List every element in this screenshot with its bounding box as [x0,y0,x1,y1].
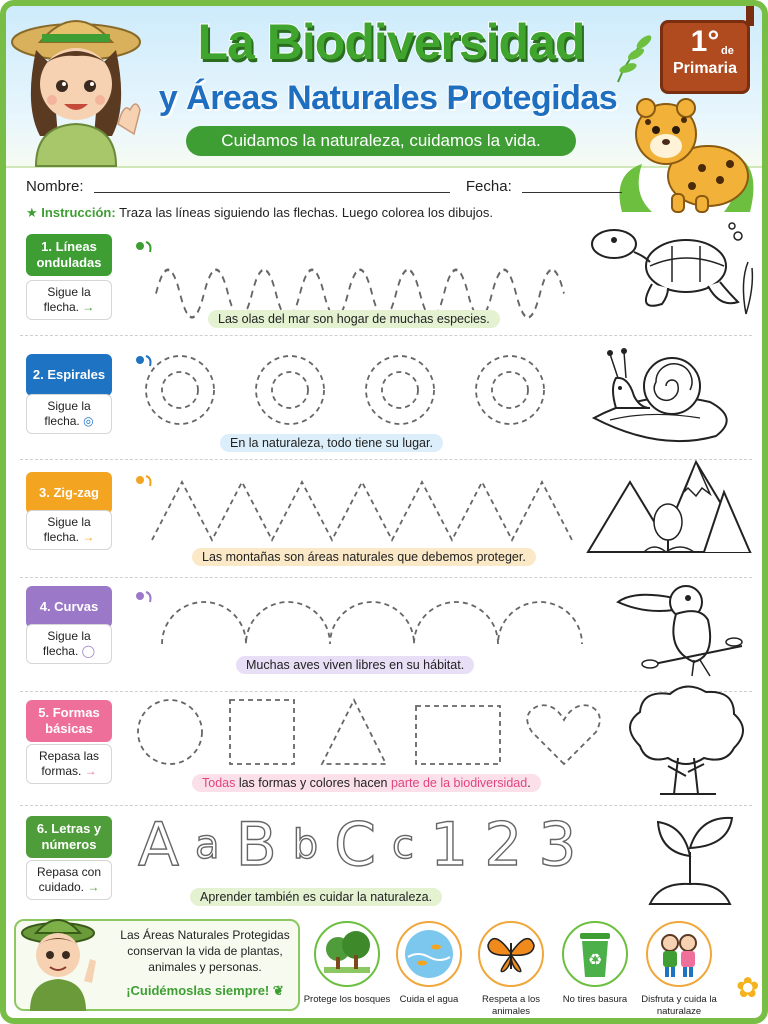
section-divider [20,459,752,460]
section-letters [20,812,752,914]
trace-number: 2 [484,810,523,880]
shape-trace-outlines[interactable] [136,698,606,778]
section-tag: 4. Curvas [26,586,112,628]
snail-icon [590,348,740,448]
trace-number: 1 [430,810,469,880]
section-hint: Repasa las formas. → [26,744,112,784]
section-caption: Las montañas son áreas naturales que debemos proteger. [192,548,536,566]
letter-trace-row[interactable] [138,810,638,880]
spiral-icon: ◎ [83,414,94,428]
section-caption: En la naturaleza, todo tiene su lugar. [220,434,443,452]
trace-number: 3 [538,810,577,880]
grade-de: de [721,45,734,57]
subtitle-banner: Cuidamos la naturaleza, cuidamos la vida. [186,126,576,156]
trace-letter: b [292,822,319,868]
circle-icon: ◯ [81,644,96,658]
footer-message-box [14,919,300,1011]
svg-text:♻: ♻ [587,950,603,969]
section-tag: 2. Espirales [26,354,112,396]
date-field[interactable] [522,176,622,193]
footer-cta: ¡Cuidémoslas siempre! ❦ [126,983,284,998]
wavy-trace-lines[interactable] [136,236,576,316]
flower-icon: ✿ [736,971,760,1004]
forest-icon [314,921,380,987]
trace-letter: A [138,810,180,880]
mountains-icon [584,462,754,556]
section-tag: 3. Zig-zag [26,472,112,514]
header-banner [6,6,762,168]
instruction-label: Instrucción: [41,205,116,220]
butterfly-icon [478,921,544,987]
section-caption: Muchas aves viven libres en su hábitat. [236,656,474,674]
footer-text: Las Áreas Naturales Protegidas conservan la vida de plantas, animales y personas. [120,928,290,974]
section-tag: 5. Formas básicas [26,700,112,742]
spiral-trace-shapes[interactable] [136,350,576,430]
instruction [26,205,493,221]
section-divider [20,335,752,336]
toucan-icon [614,576,744,676]
section-zigzag [20,466,752,578]
trace-letter: c [392,822,415,868]
arrow-right-icon: → [82,530,95,544]
tree-icon [620,686,750,796]
section-caption: Todas las formas y colores hacen parte de la biodiversidad. [192,774,541,792]
icon-label: Protege los bosques [303,994,391,1005]
grade-sign [660,20,750,94]
section-hint: Sigue la flecha. ◯ [26,624,112,664]
icon-label: Disfruta y cuida la naturalaze [641,994,717,1017]
section-curves [20,582,752,692]
section-divider [20,805,752,806]
name-date-row [26,176,622,195]
jaguar-illustration [612,84,762,214]
leaves-decoration-icon [614,26,654,86]
name-field[interactable] [94,176,450,193]
section-tag: 1. Líneas onduladas [26,234,112,276]
star-icon: ★ [26,205,38,220]
arrow-right-icon: → [82,300,95,314]
sprout-icon [640,812,740,908]
children-icon [646,921,712,987]
turtle-icon [588,222,758,318]
arrow-right-icon: → [84,764,97,778]
date-label: Fecha: [465,178,512,195]
section-caption: Las olas del mar son hogar de muchas especies. [208,310,500,328]
section-waves [20,232,752,336]
page-title-line2: y Áreas Naturales Protegidas [158,79,618,117]
section-shapes [20,694,752,806]
leaf-icon: ❦ [272,983,284,998]
arrow-right-icon: → [87,880,100,894]
section-hint: Repasa con cuidado. → [26,860,112,900]
icon-label: Cuida el agua [399,994,459,1005]
trace-letter: a [195,822,220,868]
icon-label: Respeta a los animales [481,994,541,1017]
section-tag: 6. Letras y números [26,816,112,858]
grade-level: Primaria [672,60,738,77]
grade-number: 1° [690,25,720,58]
section-hint: Sigue la flecha. → [26,510,112,550]
explorer-girl-illustration [6,6,146,166]
recycle-bin-icon [562,921,628,987]
icon-label: No tires basura [562,994,628,1005]
section-hint: Sigue la flecha. ◎ [26,394,112,434]
section-spirals [20,348,752,460]
trace-letter: C [334,810,377,880]
instruction-text: Traza las líneas siguiendo las flechas. Luego colorea los dibujos. [119,205,493,220]
explorer-boy-illustration [18,911,108,1003]
section-caption: Aprender también es cuidar la naturaleza. [190,888,442,906]
section-hint: Sigue la flecha. → [26,280,112,320]
name-label: Nombre: [26,178,84,195]
curve-trace-line[interactable] [136,586,586,656]
zigzag-trace-line[interactable] [136,470,586,550]
page-title: La Biodiversidad [197,14,585,70]
water-icon [396,921,462,987]
trace-letter: B [235,810,277,880]
